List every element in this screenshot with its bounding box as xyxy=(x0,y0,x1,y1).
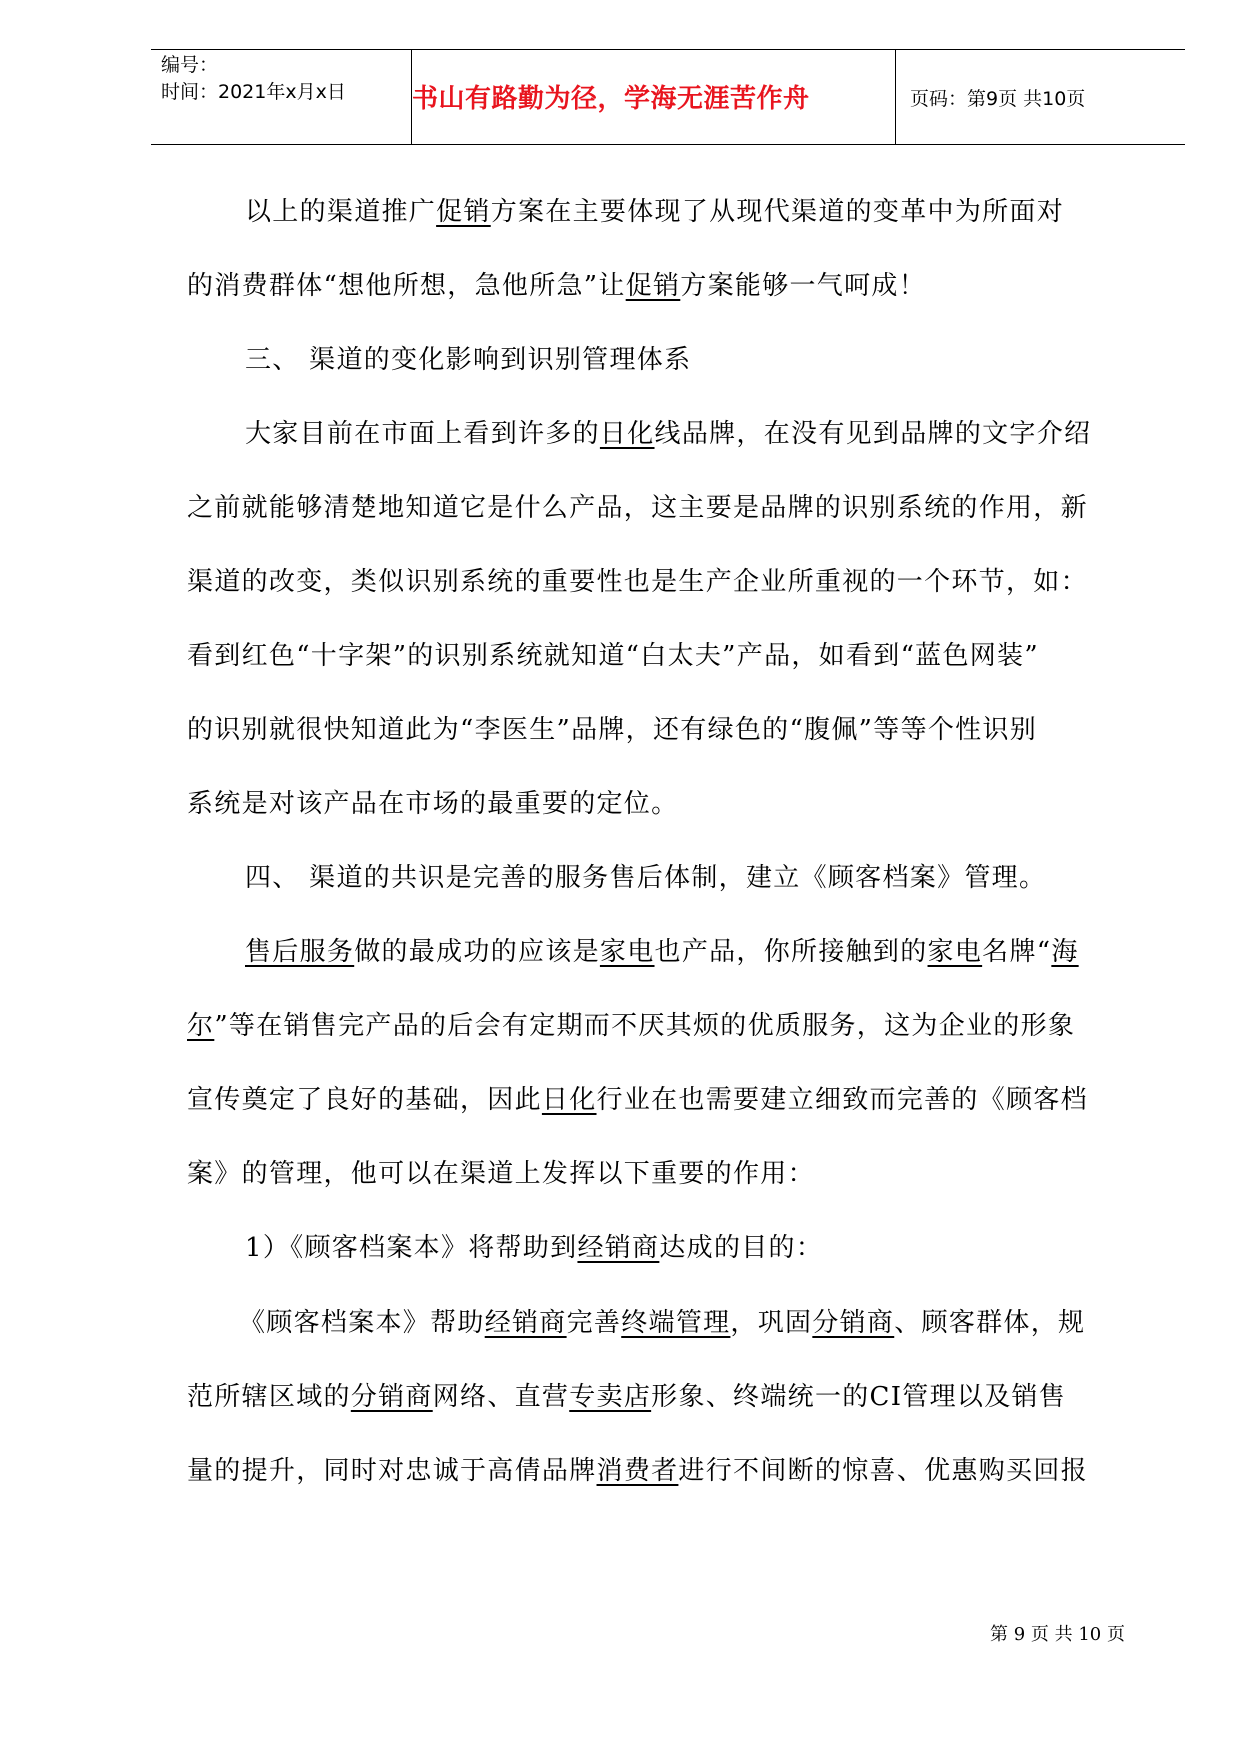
time-label: 时间：2021年x月x日 xyxy=(161,81,346,103)
text-line xyxy=(187,710,1037,750)
text-span: 行业在也需要建立细致而完善的《顾客档 xyxy=(596,1085,1088,1115)
text-span: ”等在销售完产品的后会有定期而不厌其烦的优质服务，这为企业的形象 xyxy=(214,1011,1076,1041)
underlined-term: 售后服务 xyxy=(245,937,355,967)
text-line xyxy=(245,1228,823,1268)
header-top-rule xyxy=(151,49,1185,50)
underlined-term: 促销 xyxy=(436,197,491,227)
text-span: ，巩固 xyxy=(730,1308,813,1338)
text-span: 方案能够一气呵成！ xyxy=(680,271,926,301)
footer-page-number: 第 9 页 共 10 页 xyxy=(990,1624,1125,1645)
header-bottom-rule xyxy=(151,144,1185,145)
text-span: 系统是对该产品在市场的最重要的定位。 xyxy=(187,789,679,819)
text-span: 量的提升，同时对忠诚于高倩品牌 xyxy=(187,1456,597,1486)
text-span: 形象、终端统一的CI管理以及销售 xyxy=(651,1382,1067,1412)
underlined-term: 促销 xyxy=(625,271,681,301)
text-line xyxy=(187,784,678,824)
text-span: 之前就能够清楚地知道它是什么产品，这主要是品牌的识别系统的作用，新 xyxy=(187,493,1088,523)
text-span: 做的最成功的应该是 xyxy=(354,937,600,967)
underlined-term: 家电 xyxy=(599,937,655,967)
underlined-term: 日化 xyxy=(599,419,655,449)
text-span: 名牌“ xyxy=(982,937,1052,967)
text-line xyxy=(245,192,1064,232)
underlined-term: 分销商 xyxy=(350,1382,433,1412)
text-span: 达成的目的： xyxy=(659,1233,824,1263)
underlined-term: 海 xyxy=(1051,937,1079,967)
text-line xyxy=(187,1006,1075,1046)
text-span: 以上的渠道推广 xyxy=(245,197,437,227)
header-page-number: 页码：第9页 共10页 xyxy=(910,88,1086,110)
underlined-term: 家电 xyxy=(927,937,983,967)
underlined-term: 专卖店 xyxy=(569,1382,652,1412)
serial-label: 编号： xyxy=(161,54,219,76)
text-line xyxy=(187,636,1039,676)
underlined-term: 日化 xyxy=(541,1085,597,1115)
text-line xyxy=(245,932,1079,972)
text-line xyxy=(187,1080,1088,1120)
text-span: 案》的管理，他可以在渠道上发挥以下重要的作用： xyxy=(187,1159,815,1189)
text-line xyxy=(239,1303,1085,1343)
text-span: 四、 渠道的共识是完善的服务售后体制，建立《顾客档案》管理。 xyxy=(245,863,1047,893)
text-line xyxy=(245,858,1046,898)
text-span: 网络、直营 xyxy=(432,1382,570,1412)
text-span: 《顾客档案本》帮助 xyxy=(239,1308,485,1338)
underlined-term: 尔 xyxy=(187,1011,215,1041)
text-span: 、顾客群体，规 xyxy=(894,1308,1086,1338)
underlined-term: 消费者 xyxy=(596,1456,679,1486)
underlined-term: 经销商 xyxy=(577,1233,660,1263)
text-span: 渠道的改变，类似识别系统的重要性也是生产企业所重视的一个环节，如： xyxy=(187,567,1088,597)
text-line xyxy=(187,1451,1088,1491)
text-span: 线品牌，在没有见到品牌的文字介绍 xyxy=(654,419,1092,449)
text-span: 看到红色“十字架”的识别系统就知道“白太夫”产品，如看到“蓝色网装” xyxy=(187,641,1039,671)
text-span: 三、 渠道的变化影响到识别管理体系 xyxy=(245,345,692,375)
text-span: 1）《顾客档案本》将帮助到 xyxy=(245,1233,578,1263)
text-span: 范所辖区域的 xyxy=(187,1382,351,1412)
text-span: 方案在主要体现了从现代渠道的变革中为所面对 xyxy=(490,197,1065,227)
text-span: 大家目前在市面上看到许多的 xyxy=(245,419,600,449)
header-meta xyxy=(161,52,346,106)
text-line xyxy=(187,488,1088,528)
text-line xyxy=(245,340,691,380)
underlined-term: 分销商 xyxy=(812,1308,895,1338)
text-line xyxy=(187,266,926,306)
text-span: 的消费群体“想他所想，急他所急”让 xyxy=(187,271,626,301)
text-line xyxy=(187,1377,1066,1417)
text-line xyxy=(187,1154,815,1194)
text-line xyxy=(245,414,1091,454)
text-span: 完善 xyxy=(566,1308,622,1338)
text-line xyxy=(187,562,1088,602)
text-span: 的识别就很快知道此为“李医生”品牌，还有绿色的“腹佩”等等个性识别 xyxy=(187,715,1038,745)
text-span: 宣传奠定了良好的基础，因此 xyxy=(187,1085,542,1115)
text-span: 也产品，你所接触到的 xyxy=(654,937,928,967)
underlined-term: 经销商 xyxy=(484,1308,567,1338)
underlined-term: 终端管理 xyxy=(621,1308,731,1338)
text-span: 进行不间断的惊喜、优惠购买回报 xyxy=(678,1456,1088,1486)
header-motto: 书山有路勤为径，学海无涯苦作舟 xyxy=(412,84,810,114)
